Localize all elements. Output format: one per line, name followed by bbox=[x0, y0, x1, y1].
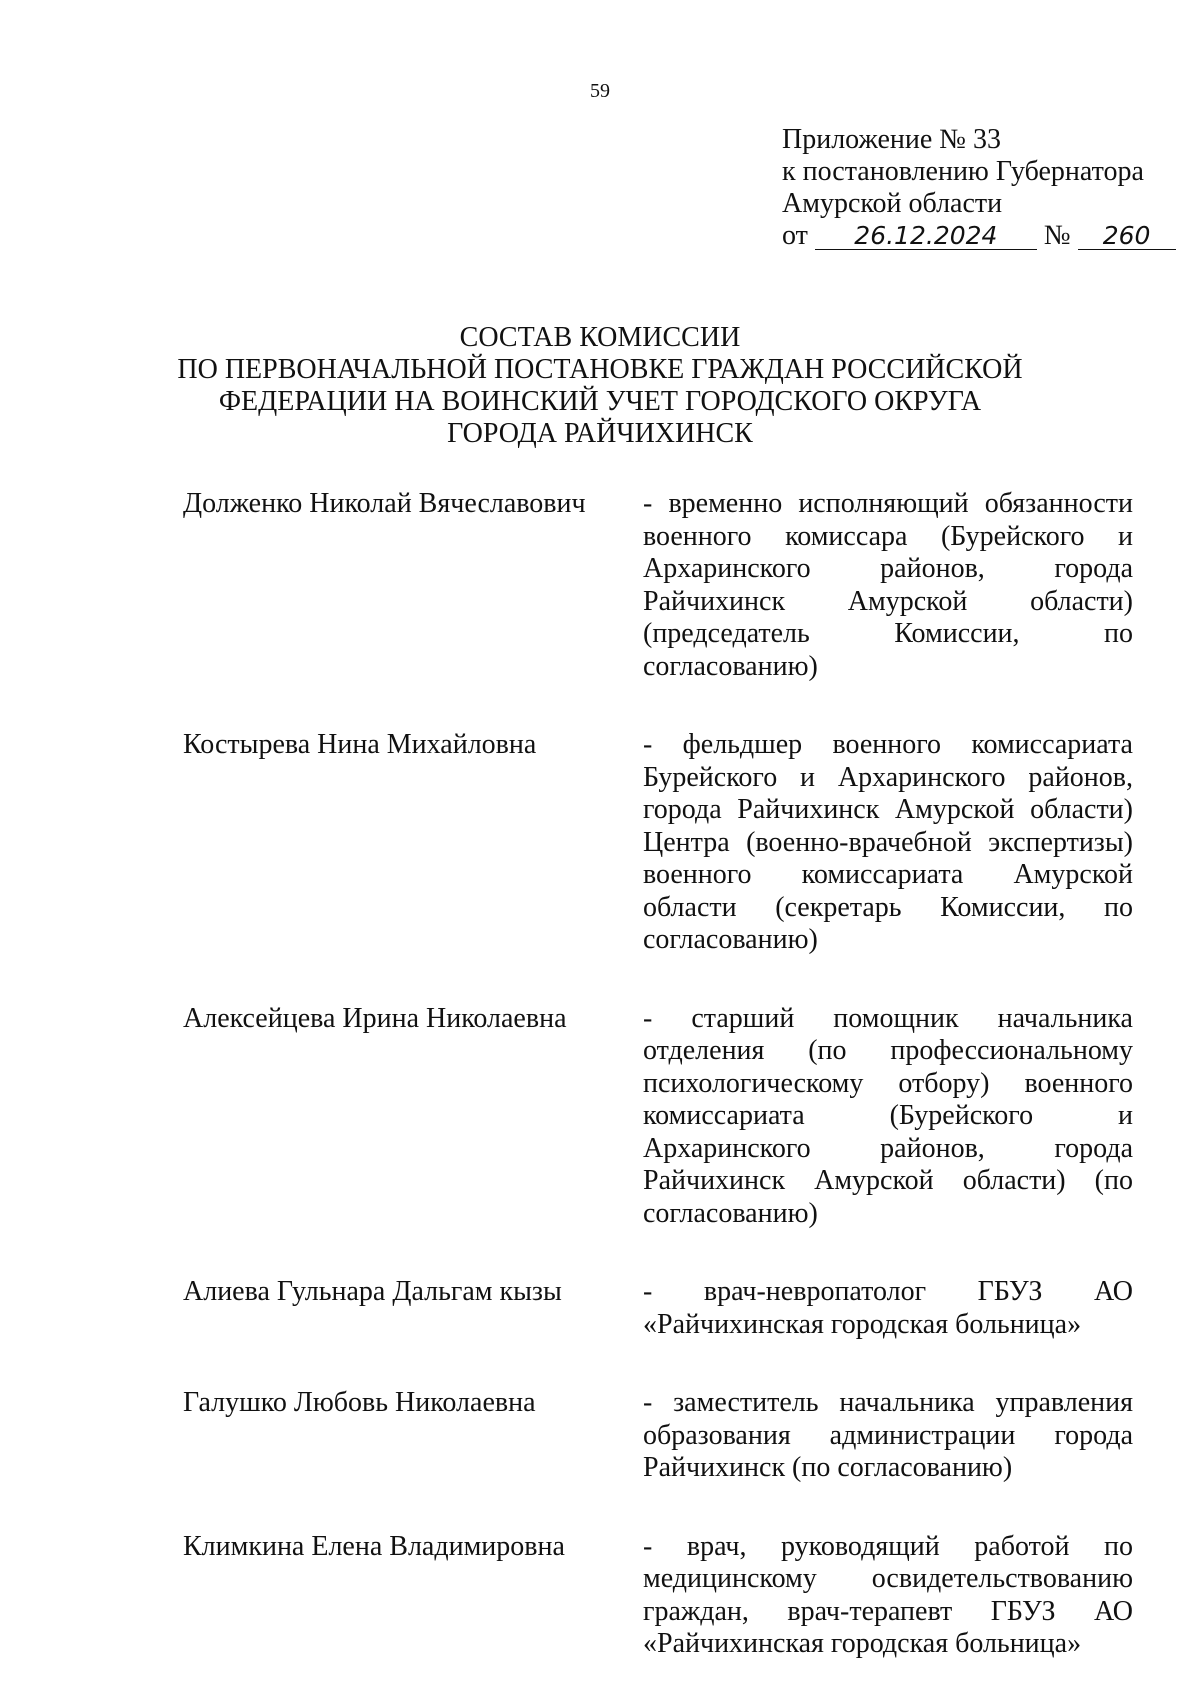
members-list bbox=[183, 488, 1133, 1661]
member-name: Долженко Николай Вячеславович bbox=[183, 488, 586, 519]
member-role: - врач-невропатолог ГБУЗ АО «Райчихинская городская больница» bbox=[643, 1276, 1133, 1340]
title-line-2: ПО ПЕРВОНАЧАЛЬНОЙ ПОСТАНОВКЕ ГРАЖДАН РОССИЙСКОЙ bbox=[177, 354, 1023, 385]
handwritten-date: 26.12.2024 bbox=[815, 223, 1037, 250]
member-role: - врач, руководящий работой по медицинскому освидетельствованию граждан, врач-терапевт ГБУЗ АО «Райчихинская городская больница» bbox=[643, 1530, 1133, 1659]
member-name: Костырева Нина Михайловна bbox=[183, 729, 537, 760]
title-line-1: СОСТАВ КОМИССИИ bbox=[459, 322, 741, 353]
member-role: - заместитель начальника управления образования администрации города Райчихинск (по согласованию) bbox=[643, 1387, 1133, 1483]
member-row bbox=[183, 1531, 1133, 1661]
page-number: 59 bbox=[590, 80, 610, 102]
member-role: - фельдшер военного комиссариата Бурейского и Архаринского районов, города Райчихинск Амурской области) Центра (военно-врачебной экспертизы) военного комиссариата Амурской области (секретарь Комиссии, по согласованию) bbox=[643, 729, 1133, 955]
number-sign: № bbox=[1043, 220, 1071, 251]
member-row bbox=[183, 488, 1133, 683]
appendix-from-label: от bbox=[782, 220, 808, 251]
member-row bbox=[183, 1003, 1133, 1231]
member-name: Галушко Любовь Николаевна bbox=[183, 1387, 536, 1418]
appendix-block bbox=[782, 124, 1176, 252]
member-role: - временно исполняющий обязанности военного комиссара (Бурейского и Архаринского районов, города Райчихинск Амурской области) (председатель Комиссии, по согласованию) bbox=[643, 488, 1133, 682]
member-role: - старший помощник начальника отделения (по профессиональному психологическому отбору) военного комиссариата (Бурейского и Архаринского районов, города Райчихинск Амурской области) (по согласованию) bbox=[643, 1002, 1133, 1229]
document-title bbox=[0, 322, 1200, 450]
member-row bbox=[183, 1276, 1133, 1341]
appendix-date-line bbox=[782, 220, 1176, 252]
member-name: Алексейцева Ирина Николаевна bbox=[183, 1002, 567, 1034]
member-name: Климкина Елена Владимировна bbox=[183, 1530, 565, 1562]
title-line-4: ГОРОДА РАЙЧИХИНСК bbox=[447, 418, 753, 449]
member-row bbox=[183, 1387, 1133, 1485]
appendix-title: Приложение № 33 bbox=[782, 124, 1001, 155]
member-row bbox=[183, 729, 1133, 957]
appendix-reference: к постановлению Губернатора bbox=[782, 156, 1144, 187]
appendix-region: Амурской области bbox=[782, 188, 1003, 219]
member-name: Алиева Гульнара Дальгам кызы bbox=[183, 1276, 562, 1307]
handwritten-number: 260 bbox=[1078, 223, 1176, 250]
title-line-3: ФЕДЕРАЦИИ НА ВОИНСКИЙ УЧЕТ ГОРОДСКОГО ОКРУГА bbox=[218, 386, 982, 417]
